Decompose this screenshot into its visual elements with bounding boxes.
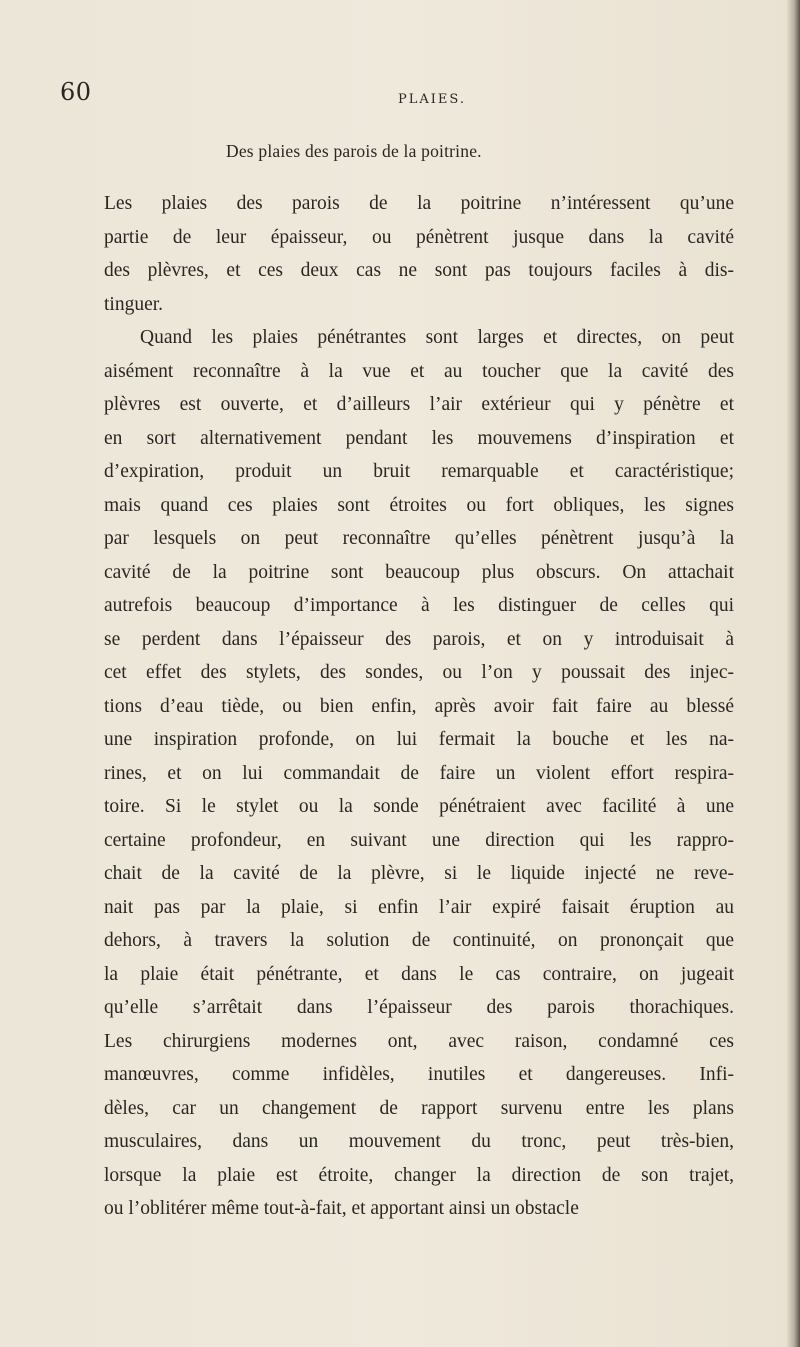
text-line: par lesquels on peut reconnaître qu’elles pénètrent jusqu’à la <box>104 528 734 549</box>
text-line: chait de la cavité de la plèvre, si le liquide injecté ne reve- <box>104 863 734 884</box>
section-title: Des plaies des parois de la poitrine. <box>226 141 482 161</box>
text-line: cet effet des stylets, des sondes, ou l’on y poussait des injec- <box>104 662 734 683</box>
body-text <box>104 187 734 1226</box>
text-line: en sort alternativement pendant les mouvemens d’inspiration et <box>104 427 734 449</box>
text-line: une inspiration profonde, on lui fermait la bouche et les na- <box>104 729 734 750</box>
text-line: partie de leur épaisseur, ou pénètrent jusque dans la cavité <box>104 226 734 248</box>
text-line: dehors, à travers la solution de continuité, on prononçait que <box>104 930 734 951</box>
running-head: PLAIES. <box>398 92 466 107</box>
text-line: lorsque la plaie est étroite, changer la direction de son trajet, <box>104 1164 734 1186</box>
text-line: mais quand ces plaies sont étroites ou fort obliques, les signes <box>104 494 734 516</box>
text-line: ou l’oblitérer même tout-à-fait, et apportant ainsi un obstacle <box>104 1198 579 1219</box>
text-line: la plaie était pénétrante, et dans le cas contraire, on jugeait <box>104 963 734 985</box>
text-line: certaine profondeur, en suivant une direction qui les rappro- <box>104 829 734 851</box>
text-line: Les chirurgiens modernes ont, avec raison, condamné ces <box>104 1030 734 1052</box>
text-line: aisément reconnaître à la vue et au toucher que la cavité des <box>104 360 734 382</box>
text-line: rines, et on lui commandait de faire un violent effort respira- <box>104 762 734 784</box>
text-line: cavité de la poitrine sont beaucoup plus obscurs. On attachait <box>104 561 734 583</box>
text-line: Quand les plaies pénétrantes sont larges et directes, on peut <box>140 327 734 348</box>
text-line: plèvres est ouverte, et d’ailleurs l’air extérieur qui y pénètre et <box>104 394 734 415</box>
text-line: dèles, car un changement de rapport survenu entre les plans <box>104 1097 734 1119</box>
text-line: autrefois beaucoup d’importance à les distinguer de celles qui <box>104 595 734 616</box>
text-line: manœuvres, comme infidèles, inutiles et dangereuses. Infi- <box>104 1064 734 1085</box>
text-line: tions d’eau tiède, ou bien enfin, après avoir fait faire au blessé <box>104 695 734 717</box>
text-line: qu’elle s’arrêtait dans l’épaisseur des parois thorachiques. <box>104 997 734 1018</box>
text-line: des plèvres, et ces deux cas ne sont pas toujours faciles à dis- <box>104 260 734 281</box>
text-line: se perdent dans l’épaisseur des parois, et on y introduisait à <box>104 628 734 650</box>
text-line: toire. Si le stylet ou la sonde pénétraient avec facilité à une <box>104 796 734 817</box>
page-number: 60 <box>60 78 92 106</box>
page-edge-shadow <box>786 0 800 1347</box>
text-line: nait pas par la plaie, si enfin l’air expiré faisait éruption au <box>104 896 734 918</box>
text-line: Les plaies des parois de la poitrine n’intéressent qu’une <box>104 193 734 214</box>
text-line: d’expiration, produit un bruit remarquable et caractéristique; <box>104 461 734 482</box>
text-line: tinguer. <box>104 293 164 315</box>
text-line: musculaires, dans un mouvement du tronc, peut très-bien, <box>104 1131 734 1152</box>
